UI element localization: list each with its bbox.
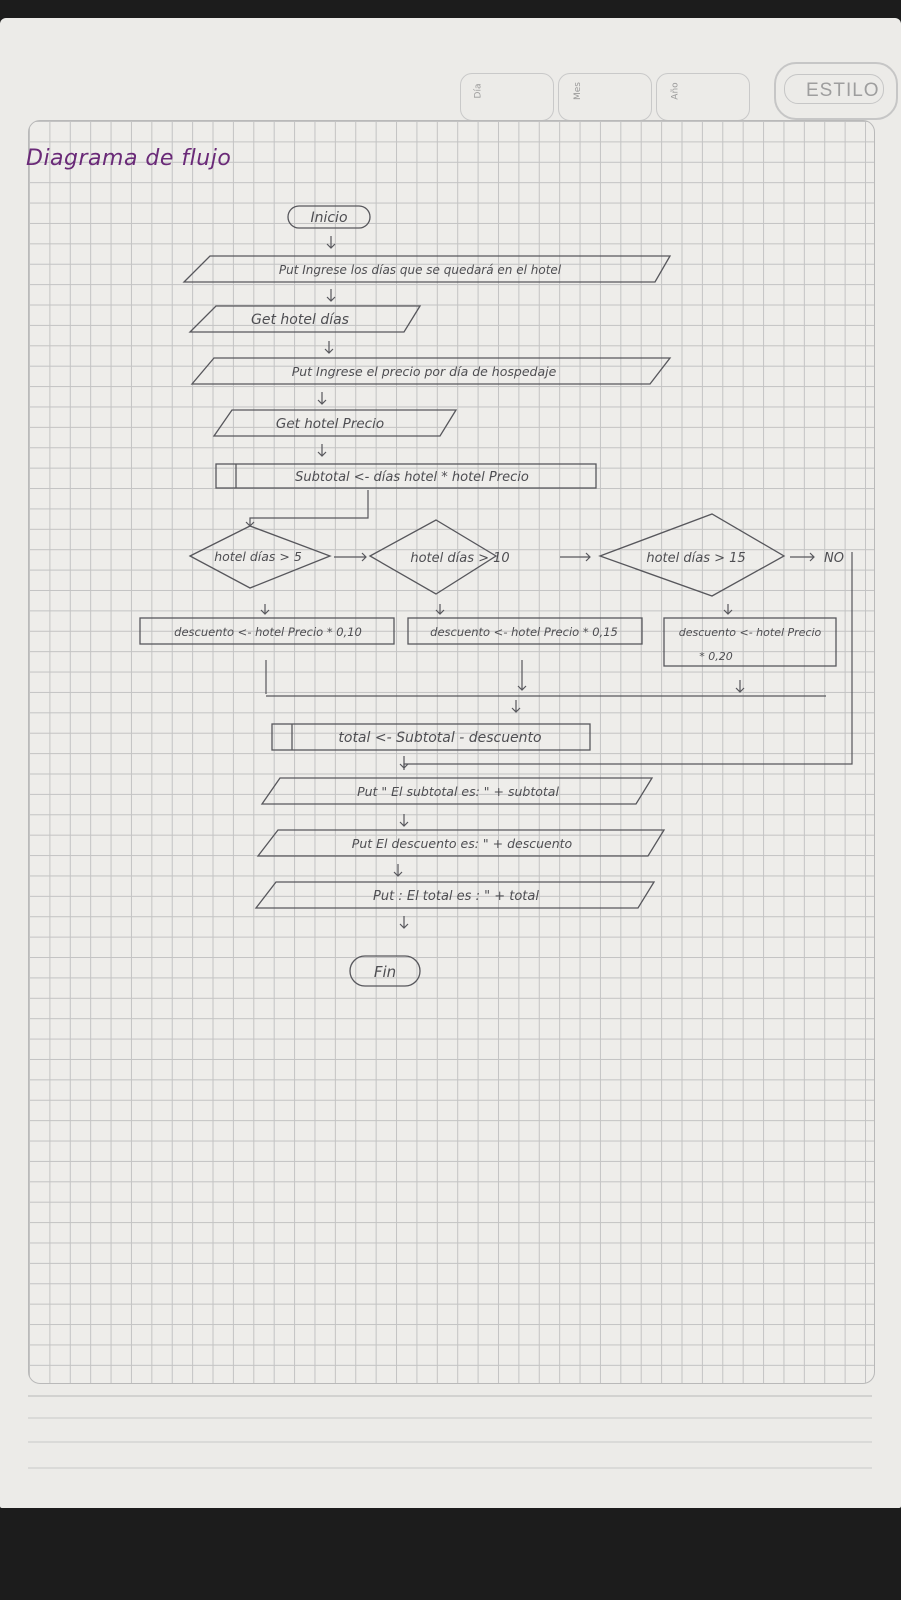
merge-line-3: [736, 680, 744, 692]
year-label: Año: [670, 82, 681, 100]
arrow-yes-3: [724, 604, 732, 614]
arrow-1: [327, 236, 335, 248]
day-label: Día: [473, 83, 484, 99]
arrow-2: [327, 289, 335, 301]
arrow-yes-1: [261, 604, 269, 614]
arrow-d3-no: [790, 553, 814, 561]
total-text: total <- Subtotal - descuento: [338, 730, 542, 746]
decision-gt5-text: hotel días > 5: [214, 549, 302, 564]
arrow-9: [394, 864, 402, 876]
prompt-days-text: Put Ingrese los días que se quedará en el hotel: [278, 263, 562, 277]
arrow-yes-2: [436, 604, 444, 614]
start-label: Inicio: [310, 210, 348, 226]
decision-gt15-text: hotel días > 15: [646, 551, 746, 566]
subtotal-text: Subtotal <- días hotel * hotel Precio: [295, 470, 529, 485]
discount-15-text: descuento <- hotel Precio * 0,15: [430, 625, 618, 639]
arrow-10: [400, 916, 408, 928]
page-title: Diagrama de flujo: [26, 146, 232, 171]
discount-20-text: descuento <- hotel Precio: [678, 626, 822, 639]
arrow-merge: [512, 700, 520, 712]
arrow-d1-d2: [334, 553, 366, 561]
brand-text: ESTILO: [806, 80, 880, 101]
arrow-3: [325, 341, 333, 353]
no-label: NO: [824, 551, 844, 566]
arrow-7: [400, 756, 408, 768]
month-label: Mes: [573, 82, 583, 100]
get-days-text: Get hotel días: [251, 312, 349, 328]
merge-line-2: [518, 660, 526, 690]
arrow-8: [400, 814, 408, 826]
end-label: Fin: [373, 963, 397, 981]
discount-10-text: descuento <- hotel Precio * 0,10: [174, 625, 362, 639]
arrow-5: [318, 444, 326, 456]
arrow-d2-d3: [560, 553, 590, 561]
get-price-text: Get hotel Precio: [275, 416, 385, 432]
print-discount-text: Put El descuento es: " + descuento: [351, 836, 573, 851]
arrow-6: [246, 490, 368, 526]
decision-gt10-text: hotel días > 10: [410, 551, 510, 566]
print-subtotal-text: Put " El subtotal es: " + subtotal: [357, 784, 559, 799]
arrow-4: [318, 392, 326, 404]
print-total-text: Put : El total es : " + total: [373, 889, 539, 904]
discount-20-text-2: * 0,20: [699, 650, 733, 663]
prompt-price-text: Put Ingrese el precio por día de hospedaje: [291, 364, 557, 379]
